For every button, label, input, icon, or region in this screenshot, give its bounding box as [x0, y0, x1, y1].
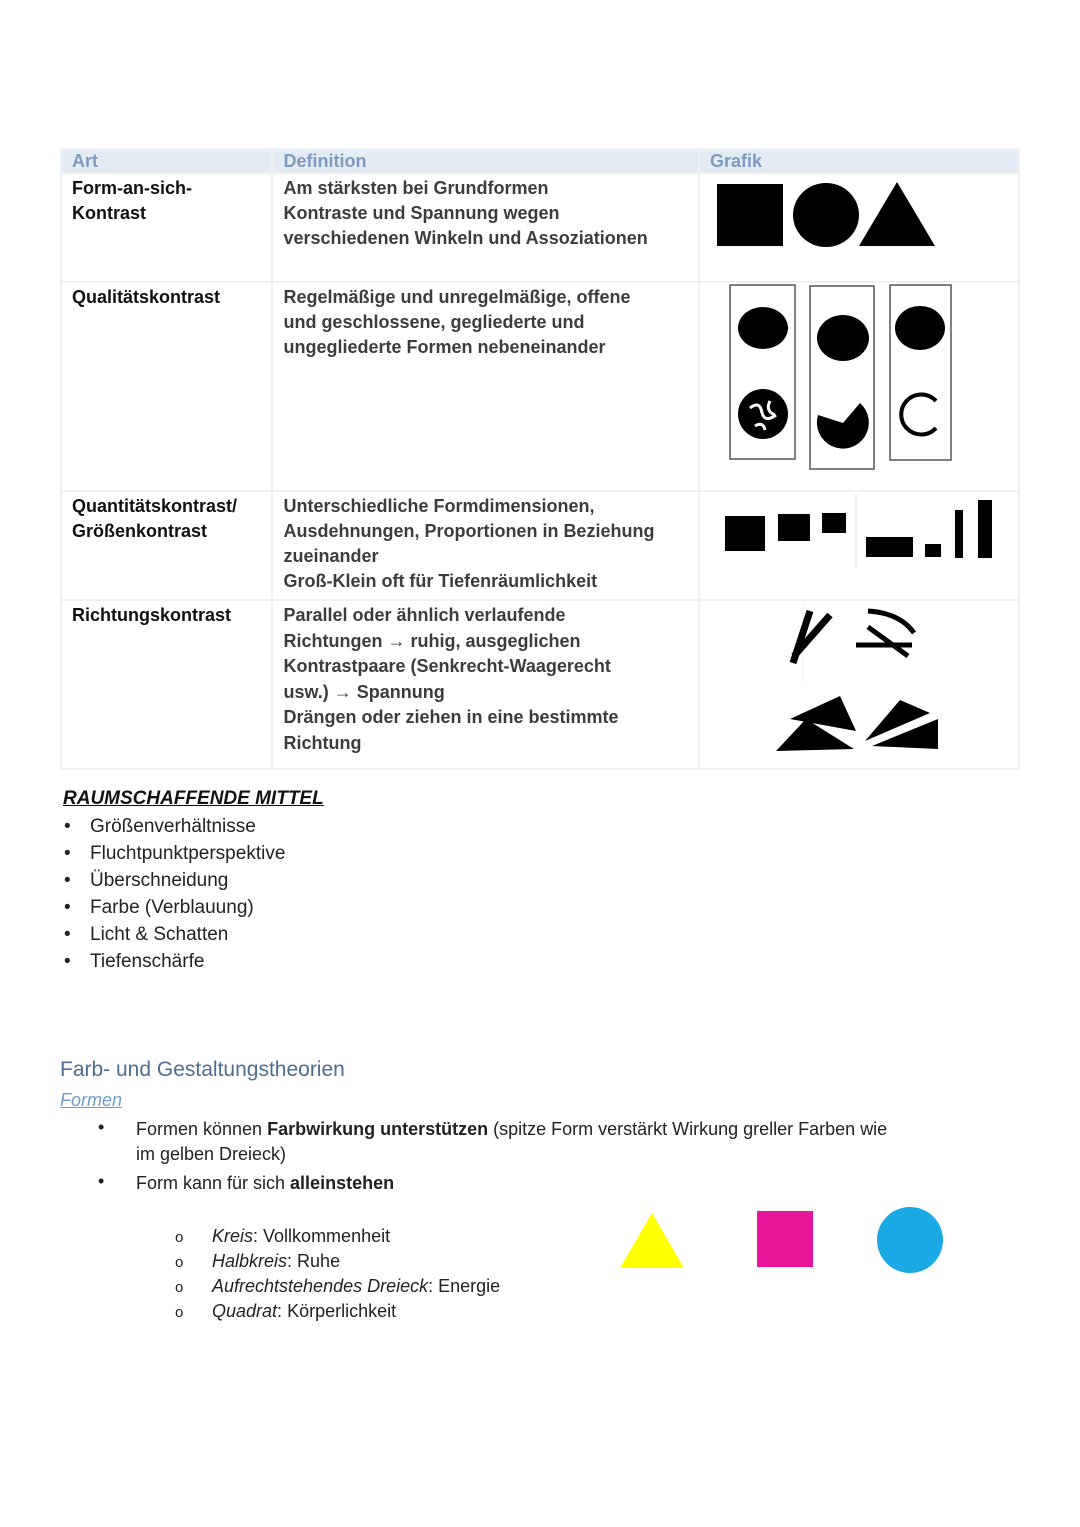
definition-line: Richtung: [283, 732, 362, 753]
text: im gelben Dreieck): [136, 1144, 287, 1164]
color-shapes: [600, 1200, 960, 1280]
meaning: Körperlichkeit: [287, 1301, 397, 1321]
shape-meaning: Halbkreis: Ruhe: [212, 1251, 341, 1271]
header-grafik: Grafik: [699, 149, 1019, 173]
cyan-circle: [877, 1207, 943, 1273]
circle-shape: [738, 307, 788, 349]
contrast-table: [60, 148, 1020, 770]
list-item: • Überschneidung: [62, 867, 285, 894]
definition-line: Richtungen → ruhig, ausgeglichen: [283, 630, 581, 651]
circle-bullet: o: [175, 1304, 184, 1321]
meaning: Ruhe: [297, 1251, 341, 1271]
subheading-formen: Formen: [60, 1090, 123, 1110]
quality-shapes-graphic: [700, 283, 1018, 483]
table-header-row: [61, 149, 1019, 173]
size-shapes-graphic: [700, 492, 1018, 592]
open-circle-shape: [901, 395, 936, 435]
definition-line: und geschlossene, gegliederte und: [283, 312, 585, 332]
magenta-square: [757, 1211, 813, 1267]
meaning: Vollkommenheit: [263, 1226, 391, 1246]
header-art: Art: [61, 149, 272, 173]
definition-cell: [272, 491, 699, 600]
definition-line: Regelmäßige und unregelmäßige, offene: [283, 287, 631, 307]
grafik-cell: [699, 600, 1019, 769]
text: Form kann für sich: [136, 1173, 291, 1193]
bullet-text: [136, 1117, 887, 1167]
definition-line: Kontrastpaare (Senkrecht-Waagerecht: [283, 656, 611, 676]
triangle-shape: [859, 182, 935, 246]
grafik-cell: [699, 491, 1019, 600]
shape-meaning: Quadrat: Körperlichkeit: [212, 1301, 397, 1321]
text: (spitze Form verstärkt Wirkung greller Farben wie: [488, 1119, 888, 1139]
definition-line: Drängen oder ziehen in eine bestimmte: [283, 707, 619, 727]
shape-meaning: Aufrechtstehendes Dreieck: Energie: [212, 1276, 501, 1296]
term: Halbkreis: [212, 1251, 288, 1271]
table-row: [61, 491, 1019, 600]
art-cell: Form-an-sich-Kontrast: [61, 173, 272, 282]
definition-line: usw.) → Spannung: [283, 681, 445, 702]
definition-cell: [272, 600, 699, 769]
art-cell: Quantitätskontrast/ Größenkontrast: [61, 491, 272, 600]
list-item: • Fluchtpunktperspektive: [62, 840, 285, 867]
bold-text: Farbwirkung unterstützen: [267, 1119, 489, 1139]
definition-line: Kontraste und Spannung wegen: [283, 203, 560, 223]
circle-bullet: o: [175, 1279, 184, 1296]
grafik-cell: [699, 282, 1019, 491]
header-definition: Definition: [272, 149, 699, 173]
table-row: [61, 173, 1019, 282]
definition-cell: [272, 173, 699, 282]
shape-meaning: Kreis: Vollkommenheit: [212, 1226, 391, 1246]
grafik-cell: [699, 173, 1019, 282]
definition-line: Ausdehnungen, Proportionen in Beziehung: [283, 521, 655, 541]
circle-shape: [817, 315, 869, 361]
definition-line: Groß-Klein oft für Tiefenräumlichkeit: [283, 571, 598, 591]
table-row: [61, 600, 1019, 769]
term: Quadrat: [212, 1301, 278, 1321]
bullet: •: [98, 1117, 105, 1137]
text: Formen können: [136, 1119, 268, 1139]
definition-line: Unterschiedliche Formdimensionen,: [283, 496, 595, 516]
term: Kreis: [212, 1226, 254, 1246]
basic-shapes-graphic: [700, 174, 1018, 274]
square-shape: [717, 184, 783, 246]
term: Aufrechtstehendes Dreieck: [212, 1276, 429, 1296]
definition-line: Am stärksten bei Grundformen: [283, 178, 549, 198]
meaning: Energie: [438, 1276, 501, 1296]
definition-cell: [272, 282, 699, 491]
yellow-triangle: [620, 1213, 684, 1268]
table-row: [61, 282, 1019, 491]
broken-circle-shape: [817, 403, 869, 449]
list-item: • Licht & Schatten: [62, 921, 285, 948]
circle-bullet: o: [175, 1254, 184, 1271]
raum-list: [62, 813, 285, 975]
list-item: • Größenverhältnisse: [62, 813, 285, 840]
circle-shape: [895, 306, 945, 350]
art-cell: Qualitätskontrast: [61, 282, 272, 491]
art-cell: Richtungskontrast: [61, 600, 272, 769]
list-item: • Tiefenschärfe: [62, 948, 285, 975]
definition-line: zueinander: [283, 546, 379, 566]
bullet: •: [98, 1171, 105, 1191]
definition-line: ungegliederte Formen nebeneinander: [283, 337, 606, 357]
direction-shapes-graphic: [700, 601, 1018, 761]
definition-line: verschiedenen Winkeln und Assoziationen: [283, 228, 648, 248]
circle-bullet: o: [175, 1229, 184, 1246]
definition-line: Parallel oder ähnlich verlaufende: [283, 605, 566, 625]
bold-text: alleinstehen: [290, 1173, 395, 1193]
bullet-text: [136, 1171, 394, 1196]
section-title-raumschaffende-mittel: RAUMSCHAFFENDE MITTEL: [63, 788, 324, 809]
heading-farb-gestaltungstheorien: Farb- und Gestaltungstheorien: [60, 1058, 345, 1081]
circle-shape: [793, 183, 859, 247]
list-item: • Farbe (Verblauung): [62, 894, 285, 921]
